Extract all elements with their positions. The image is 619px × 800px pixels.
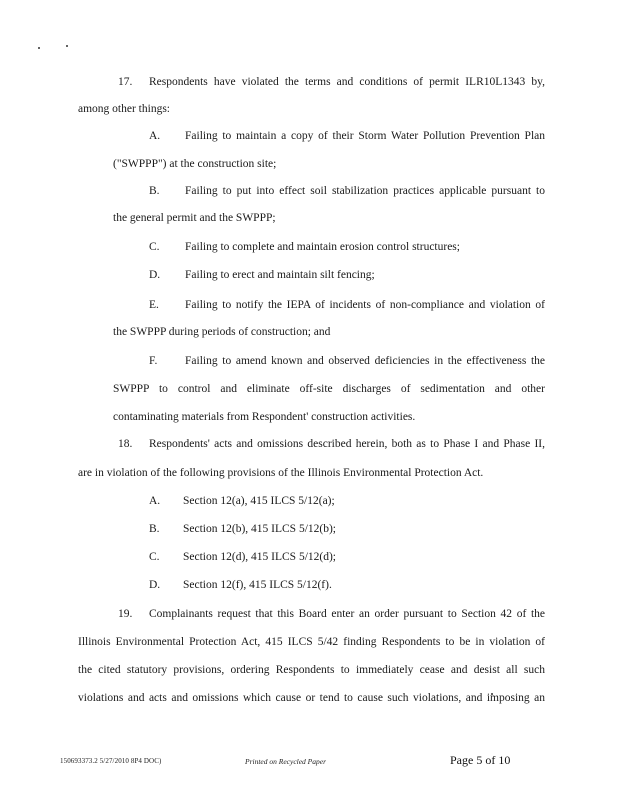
- item-text: Section 12(d), 415 ILCS 5/12(d);: [183, 551, 336, 563]
- item-letter: C.: [149, 551, 160, 563]
- paragraph-text: among other things:: [78, 103, 170, 115]
- item-text: ("SWPPP") at the construction site;: [113, 158, 277, 170]
- item-text: Failing to complete and maintain erosion control structures;: [185, 241, 460, 253]
- item-text: Failing to notify the IEPA of incidents of non-compliance and violation of: [185, 299, 545, 311]
- footer-recycled-note: Printed on Recycled Paper: [245, 757, 327, 766]
- footer-doc-id: 150693373.2 5/27/2010 8P4 DOC): [60, 757, 162, 765]
- paragraph-number: 19.: [118, 608, 133, 620]
- paragraph-text: Respondents' acts and omissions described herein, both as to Phase I and Phase II,: [149, 438, 545, 450]
- item-text: Failing to amend known and observed deficiencies in the effectiveness the: [185, 355, 545, 367]
- item-text: SWPPP to control and eliminate off-site discharges of sedimentation and other: [113, 383, 545, 395]
- item-text: Section 12(b), 415 ILCS 5/12(b);: [183, 523, 336, 535]
- item-text: the general permit and the SWPPP;: [113, 212, 276, 224]
- scan-mark: [66, 45, 68, 47]
- paragraph-text: violations and acts and omissions which cause or tend to cause such violations, and imposing an: [78, 692, 545, 704]
- paragraph-text: the cited statutory provisions, ordering Respondents to immediately cease and desist all such: [78, 664, 545, 676]
- paragraph-text: Illinois Environmental Protection Act, 415 ILCS 5/42 finding Respondents to be in violation of: [78, 636, 545, 648]
- item-text: Failing to maintain a copy of their Storm Water Pollution Prevention Plan: [185, 130, 545, 142]
- item-letter: B.: [149, 185, 160, 197]
- paragraph-number: 18.: [118, 438, 133, 450]
- item-letter: E.: [149, 299, 159, 311]
- item-text: Failing to put into effect soil stabilization practices applicable pursuant to: [185, 185, 545, 197]
- paragraph-text: Complainants request that this Board enter an order pursuant to Section 42 of the: [149, 608, 545, 620]
- page-number: Page 5 of 10: [450, 753, 511, 767]
- item-text: Failing to erect and maintain silt fencing;: [185, 269, 375, 281]
- scan-mark: [38, 47, 40, 49]
- item-text: Section 12(a), 415 ILCS 5/12(a);: [183, 495, 335, 507]
- item-text: Section 12(f), 415 ILCS 5/12(f).: [183, 579, 332, 591]
- paragraph-number: 17.: [118, 76, 133, 88]
- item-letter: A.: [149, 130, 161, 142]
- item-letter: D.: [149, 579, 161, 591]
- item-text: contaminating materials from Respondent' construction activities.: [113, 411, 416, 423]
- paragraph-text: are in violation of the following provisions of the Illinois Environmental Protection Act.: [78, 467, 484, 479]
- item-letter: C.: [149, 241, 160, 253]
- item-letter: F.: [149, 355, 158, 367]
- item-letter: B.: [149, 523, 160, 535]
- item-text: the SWPPP during periods of construction; and: [113, 326, 331, 338]
- item-letter: D.: [149, 269, 161, 281]
- item-letter: A.: [149, 495, 161, 507]
- paragraph-text: Respondents have violated the terms and conditions of permit ILR10L1343 by,: [149, 76, 545, 88]
